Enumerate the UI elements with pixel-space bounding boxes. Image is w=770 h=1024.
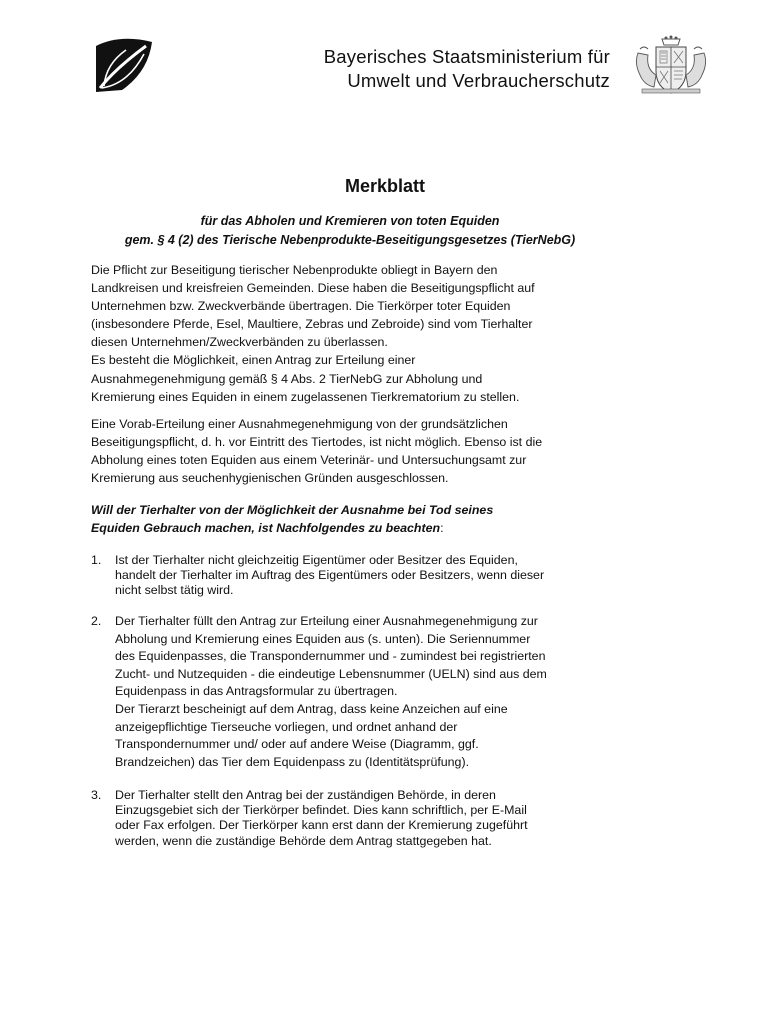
ministry-name (230, 45, 610, 93)
list-number: 1. (91, 553, 102, 567)
text-line: Der Tierhalter stellt den Antrag bei der zuständigen Behörde, in deren (115, 788, 496, 802)
text-line: Ausnahmegenehmigung gemäß § 4 Abs. 2 TierNebG zur Abholung und (91, 371, 483, 386)
text-line: Equidenpass in das Antragsformular zu übertragen. (115, 684, 398, 699)
text-line (91, 520, 621, 538)
text-line: Kremierung eines Equiden in einem zugelassenen Tierkrematorium zu stellen. (91, 389, 520, 404)
text-line: Zucht- und Nutzequiden - die eindeutige Lebensnummer (UELN) sind aus dem (115, 666, 547, 681)
notice-text: Equiden Gebrauch machen, ist Nachfolgendes zu beachten (91, 520, 441, 535)
text-line: Beseitigungspflicht, d. h. vor Eintritt des Tiertodes, ist nicht möglich. Ebenso ist die (91, 435, 543, 450)
document-subtitle (0, 212, 700, 250)
text-line: werden, wenn die zuständige Behörde dem Antrag stattgegeben hat. (115, 833, 492, 848)
list-body (115, 788, 615, 849)
text-line: (insbesondere Pferde, Esel, Maultiere, Zebras und Zebroide) sind vom Tierhalter (91, 317, 533, 332)
text-line: Der Tierhalter füllt den Antrag zur Erteilung einer Ausnahmegenehmigung zur (115, 614, 538, 628)
paragraph-intro (91, 261, 621, 406)
list-number: 3. (91, 788, 102, 802)
text-line: Einzugsgebiet sich der Tierkörper befindet. Dies kann schriftlich, per E-Mail (115, 803, 527, 818)
text-line: Brandzeichen) das Tier dem Equidenpass zu (Identitätsprüfung). (115, 754, 470, 769)
list-body (115, 553, 615, 599)
text-line: handelt der Tierhalter im Auftrag des Eigentümers oder Besitzers, wenn dieser (115, 568, 545, 583)
text-line: Abholung und Kremierung eines Equiden aus (s. unten). Die Seriennummer (115, 631, 531, 646)
text-line: nicht selbst tätig wird. (115, 583, 234, 598)
text-line: oder Fax erfolgen. Der Tierkörper kann erst dann der Kremierung zugeführt (115, 818, 528, 833)
document-title: Merkblatt (344, 176, 425, 196)
list-number: 2. (91, 614, 102, 628)
text-line: Eine Vorab-Erteilung einer Ausnahmegenehmigung von der grundsätzlichen (91, 417, 508, 431)
text-line: diesen Unternehmen/Zweckverbänden zu überlassen. (91, 335, 388, 350)
ministry-line-1: Bayerisches Staatsministerium für (323, 46, 610, 67)
text-line: Die Pflicht zur Beseitigung tierischer Nebenprodukte obliegt in Bayern den (91, 263, 498, 277)
subtitle-line-2: gem. § 4 (2) des Tierische Nebenprodukte-Beseitigungsgesetzes (TierNebG) (124, 233, 576, 247)
text-line: Unternehmen bzw. Zweckverbände übertragen. Die Tierkörper toter Equiden (91, 299, 511, 314)
list-body (115, 613, 615, 771)
text-line: anzeigepflichtige Tierseuche vorliegen, und ordnet anhand der (115, 719, 458, 734)
text-line: Ist der Tierhalter nicht gleichzeitig Eigentümer oder Besitzer des Equiden, (115, 553, 518, 567)
paragraph-notice (91, 502, 621, 537)
notice-colon: : (440, 520, 444, 535)
text-line: Es besteht die Möglichkeit, einen Antrag zur Erteilung einer (91, 353, 416, 368)
text-line: Der Tierarzt bescheinigt auf dem Antrag, dass keine Anzeichen auf eine (115, 701, 508, 716)
ministry-line-2: Umwelt und Verbraucherschutz (347, 70, 610, 91)
bavarian-coat-of-arms-icon (632, 35, 710, 95)
text-line: Transpondernummer und/ oder auf andere Weise (Diagramm, ggf. (115, 737, 479, 752)
text-line: Will der Tierhalter von der Möglichkeit der Ausnahme bei Tod seines (91, 503, 494, 517)
text-line: Abholung eines toten Equiden aus einem Veterinär- und Untersuchungsamt zur (91, 453, 527, 468)
text-line: des Equidenpasses, die Transpondernummer und - zumindest bei registrierten (115, 649, 546, 664)
subtitle-line-1: für das Abholen und Kremieren von toten Equiden (200, 214, 500, 228)
text-line: Kremierung aus seuchenhygienischen Gründen ausgeschlossen. (91, 471, 449, 486)
text-line: Landkreisen und kreisfreien Gemeinden. Diese haben die Beseitigungspflicht auf (91, 281, 535, 296)
leaf-logo-icon (92, 38, 156, 94)
paragraph-restriction (91, 415, 621, 487)
